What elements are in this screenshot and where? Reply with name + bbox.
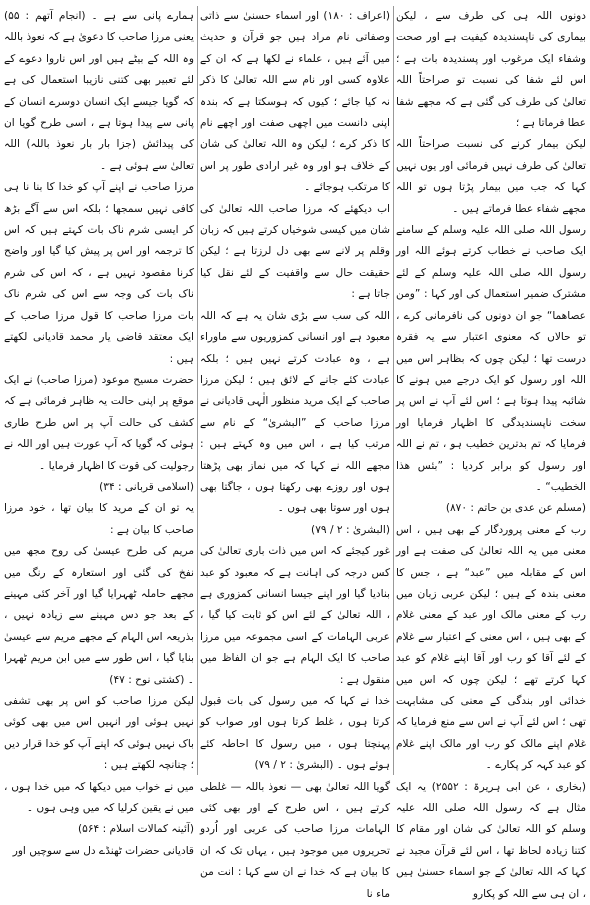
- paragraph: ہمارے پانی سے ہے ۔ (انجام آتھم : ۵۵) یعنی مرزا صاحب کا دعویٰ ہے کہ نعوذ باللہ وہ اللہ کے بیٹے ہیں اور اس ناروا دعوے کے لئے تعبیر بھی کتنی نازیبا استعمال کی ہے کہ گویا جیسے ایک انسان دوسرے انسان کے پانی سے پیدا ہوتا ہے ، اسی طرح گویا ان کی پیدائش (جزا بار بار نعوذ باللہ) اللہ تعالیٰ سے ہوئی ہے ۔: [4, 10, 194, 172]
- paragraph: گویا اللہ تعالیٰ بھی — نعوذ باللہ — غلطی کرتے ہیں ، اس طرح کے اور بھی کئی الہامات مرزا صاحب کی عربی اور اُردو تحریروں میں موجود ہیں ، یہاں تک کہ ان کا بیان ہے کہ خدا نے ان سے کہا : انت من ماء نا: [200, 780, 390, 900]
- paragraph: مریم کی طرح عیسیٰ کی روح مجھ میں نفخ کی گئی اور استعارہ کے رنگ میں مجھے حاملہ ٹھہرایا گیا اور آخر کئی مہینے کے بعد جو دس مہینے سے زیادہ نہیں ، بذریعہ اس الہام کے مجھے مریم سے عیسیٰ بنایا گیا ، اس طور سے میں ابن مریم ٹھہرا ۔ (کشتی نوح : ۴۷): [4, 545, 194, 686]
- text-column-right: [396, 6, 586, 900]
- text-column-left: [4, 6, 194, 857]
- paragraph: اللہ کی سب سے بڑی شان یہ ہے کہ اللہ معبود ہے اور انسانی کمزوریوں سے ماوراء ہے ، وہ عبادت کرتے نہیں ہیں ؛ بلکہ عبادت کئے جانے کے لائق ہیں ؛ لیکن مرزا صاحب کے ایک مرید منظور الٰہی قادیانی نے مرزا صاحب کے ”البشریٰ“ کے نام سے مرتب کیا ہے ، اس میں وہ کہتے ہیں : مجھے اللہ نے کہا کہ میں نماز بھی پڑھتا ہوں اور روزے بھی رکھتا ہوں ، جاگتا بھی ہوں اور سوتا بھی ہوں ۔: [200, 309, 390, 515]
- paragraph: لیکن بیمار کرنے کی نسبت صراحتاً اللہ تعالیٰ کی طرف نہیں فرمائی اور یوں نہیں کہا کہ جب میں بیمار پڑتا ہوں تو اللہ مجھے شفاء عطا فرماتے ہیں ۔: [396, 138, 586, 215]
- paragraph: رسول اللہ صلی اللہ علیہ وسلم کے سامنے ایک صاحب نے خطاب کرتے ہوئے اللہ اور رسول اللہ صلی اللہ علیہ وسلم کے لئے مشترک ضمیر استعمال کی اور کہا : ”ومن عصاهما“ جو ان دونوں کی نافرمانی کرے ، تو حالاں کہ معنوی اعتبار سے یہ فقرہ درست تھا ؛ لیکن چوں کہ بظاہر اس میں اللہ اور رسول کو ایک درجے میں ہونے کا شائبہ پیدا ہوتا ہے ؛ اس لئے آپ نے اس پر سخت ناپسندیدگی کا اظہار فرمایا اور فرمایا کہ تم بدترین خطیب ہو ، تم نے اللہ اور رسول کو برابر کردیا : ”بئس هذا الخطيب“ ۔: [396, 224, 586, 493]
- paragraph: یہ تو ان کے مرید کا بیان تھا ، خود مرزا صاحب کا بیان ہے :: [4, 502, 194, 536]
- paragraph: (البشریٰ : ۲ / ۷۹): [311, 523, 390, 536]
- paragraph: رب کے معنی پروردگار کے بھی ہیں ، اس معنی میں یہ اللہ تعالیٰ کی صفت ہے اور اس کے مقابلہ میں ”عبد“ ہے ، جس کا معنی بندہ کے ہیں ؛ لیکن عربی زبان میں رب کے معنی مالک اور عبد کے معنی غلام کے بھی ہیں ، اس معنی کے اعتبار سے غلام کے لئے آقا کو رب اور آقا اپنے غلام کو عبد کہا کرتے تھے ؛ لیکن چوں کہ اس میں خدائی اور بندگی کے معنی کی مشابہت تھی ؛ اس لئے آپ نے اس سے منع فرمایا کہ غلام اپنے مالک کو رب اور مالک اپنے غلام کو عبد کہہ کر پکارے ۔: [396, 523, 586, 772]
- paragraph: غور کیجئے کہ اس میں ذات باری تعالیٰ کی کس درجہ کی اہانت ہے کہ معبود کو عبد بنادیا گیا اور اپنے جیسا انسانی کمزوری ہے ، اللہ تعالیٰ کے لئے اس کو ثابت کیا گیا ، عربی الہامات کے اسی مجموعہ میں مرزا صاحب کا ایک الہام ہے جو ان الفاظ میں منقول ہے :: [200, 545, 390, 686]
- paragraph: خدا نے کہا کہ میں رسول کی بات قبول کرتا ہوں ، غلط کرتا ہوں اور صواب کو پہنچتا ہوں ، میں رسول کا احاطہ کئے ہوئے ہوں ۔ (البشریٰ : ۲ / ۷۹): [200, 695, 390, 772]
- text-column-middle: [200, 6, 390, 900]
- column-divider: [197, 6, 198, 775]
- paragraph: مرزا صاحب نے اپنے آپ کو خدا کا بنا نا ہی کافی نہیں سمجھا ؛ بلکہ اس سے آگے بڑھ کر ایسی شرم ناک بات کہتے ہیں کہ اس کا ترجمہ اور اس پر پیش کیا گیا اور واضح کرنا مقصود نہیں ہے ، کہ اس کی شرم ناک بات کی وجہ سے اس کی شرم ناک بات مرزا صاحب کا قول مرزا صاحب کے ایک معتقد قاضی یار محمد قادیانی لکھتے ہیں :: [4, 181, 194, 365]
- paragraph: حضرت مسیح موعود (مرزا صاحب) نے ایک موقع پر اپنی حالت یہ ظاہر فرمائی ہے کہ کشف کی حالت آپ پر اس طرح طاری ہوئی کہ گویا کہ آپ عورت ہیں اور اللہ نے رجولیت کی قوت کا اظہار فرمایا ۔: [4, 373, 194, 472]
- paragraph: دونوں اللہ ہی کی طرف سے ، لیکن بیماری کی ناپسندیدہ کیفیت ہے اور صحت وشفاء ایک مرغوب اور پسندیدہ بات ہے ؛ اس لئے شفا کی نسبت تو صراحتاً اللہ تعالیٰ کی طرف کی گئی ہے کہ مجھے شفا عطا فرماتا ہے ؛: [396, 10, 586, 130]
- column-divider: [393, 6, 394, 775]
- paragraph: (آئینہ کمالات اسلام : ۵۶۴): [78, 823, 194, 836]
- paragraph: میں نے خواب میں دیکھا کہ میں خدا ہوں ، میں نے یقین کرلیا کہ میں وہی ہوں ۔: [4, 780, 194, 815]
- paragraph: لیکن مرزا صاحب کو اس پر بھی تشفی نہیں ہوئی اور انہیں اس میں بھی کوئی باک نہیں ہوئی کہ اپنے آپ کو خدا قرار دیں ؛ چنانچہ لکھتے ہیں :: [4, 695, 194, 772]
- paragraph: (مسلم عن عدی بن حاتم : ۸۷۰): [445, 502, 586, 515]
- paragraph: قادیانی حضرات ٹھنڈے دل سے سوچیں اور: [12, 844, 194, 857]
- paragraph: (بخاری ، عن ابی ہریرۃ : ۲۵۵۲) یہ ایک مثال ہے کہ رسول اللہ صلی اللہ علیہ وسلم کو اللہ تعالیٰ کی شان اور مقام کا کتنا زیادہ لحاظ تھا ، اس لئے قرآن مجید نے کہا کہ اللہ تعالیٰ کے جو اسماء حسنیٰ ہیں ، ان ہی سے اللہ کو پکارو: [396, 780, 586, 900]
- paragraph: (اعراف : ۱۸۰) اور اسماء حسنیٰ سے ذاتی وصفاتی نام مراد ہیں جو قرآن و حدیث میں آئے ہیں ، علماء نے لکھا ہے کہ ان کے علاوہ کسی اور نام سے اللہ تعالیٰ کا ذکر نہ کیا جائے ؛ کیوں کہ ہوسکتا ہے کہ بندہ اپنی دانست میں اچھی صفت اور اچھے نام کا ذکر کرے ؛ لیکن وہ اللہ تعالیٰ کی شان کے خلاف ہو اور وہ غیر ارادی طور پر اس کا مرتکب ہوجائے ۔: [200, 10, 390, 194]
- paragraph: (اسلامی قربانی : ۳۴): [99, 480, 194, 493]
- paragraph: اب دیکھئے کہ مرزا صاحب اللہ تعالیٰ کی شان میں کیسی شوخیاں کرتے ہیں کہ زبان وقلم پر لانے سے بھی دل لرزتا ہے ؛ لیکن حقیقت حال سے واقفیت کے لئے نقل کیا جاتا ہے :: [200, 202, 390, 301]
